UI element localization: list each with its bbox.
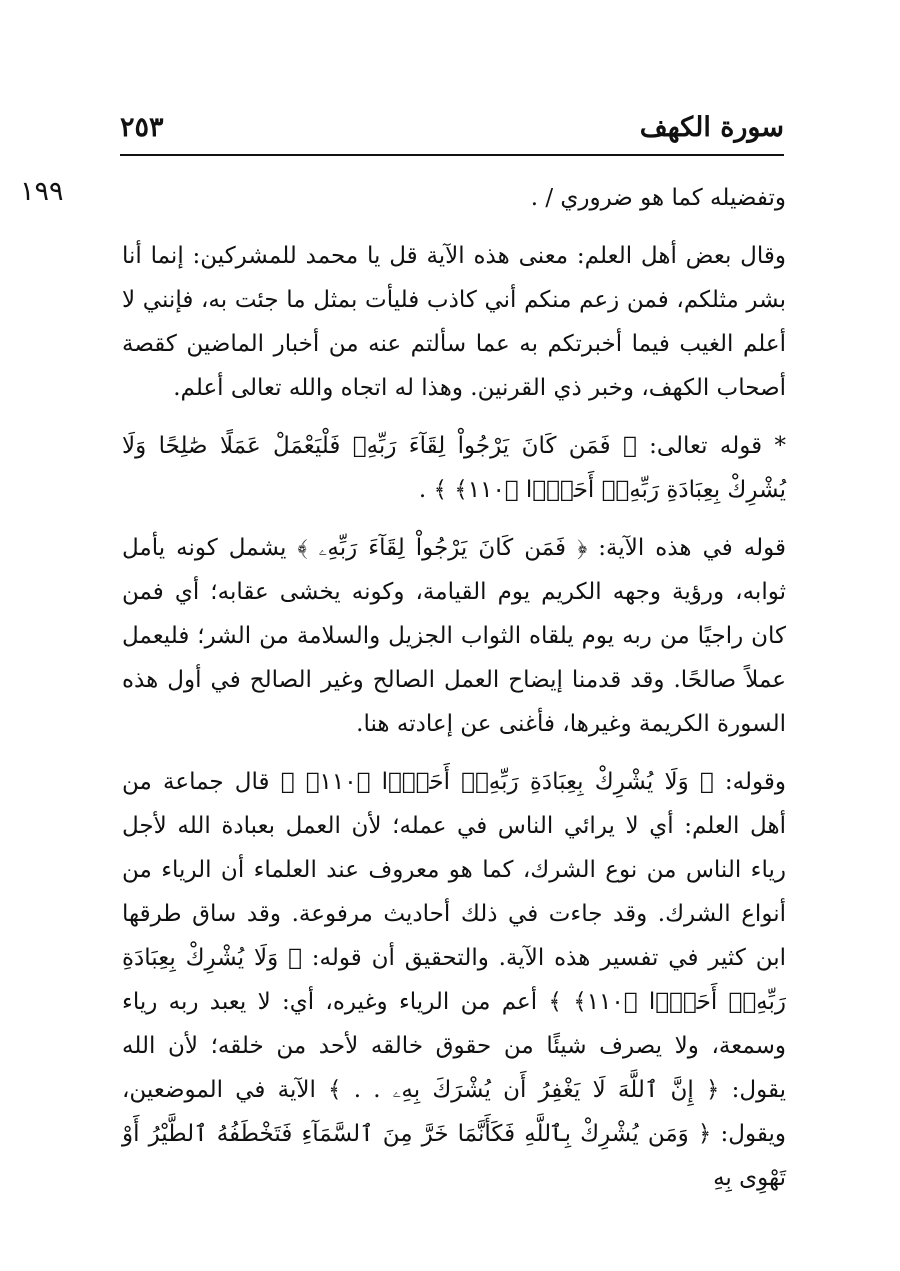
margin-page-reference: ١٩٩	[20, 176, 64, 207]
paragraph-3-verse-heading: * قوله تعالى: ﴿ فَمَن كَانَ يَرْجُواْ لِقَآءَ رَبِّهِۦ فَلْيَعْمَلْ عَمَلًا صَٰلِحًا وَلَا يُشْرِكْ بِعِبَادَةِ رَبِّهِۦٓ أَحَدًۢا ﴿١١٠﴾ ﴾ .	[122, 433, 786, 503]
paragraph-2: وقال بعض أهل العلم: معنى هذه الآية قل يا محمد للمشركين: إنما أنا بشر مثلكم، فمن زعم منكم أني كاذب فليأت بمثل ما جئت به، فإنني لا أعلم الغيب فيما أخبرتكم به عما سألتم عنه من أخبار الماضين كقصة أصحاب الكهف، وخبر ذي القرنين. وهذا له اتجاه والله تعالى أعلم.	[122, 243, 786, 401]
page-header	[120, 112, 784, 156]
page-body	[122, 176, 786, 1214]
page-number: ٢٥٣	[120, 112, 164, 143]
paragraph-5: وقوله: ﴿ وَلَا يُشْرِكْ بِعِبَادَةِ رَبِّهِۦٓ أَحَدًۢا ﴿١١٠﴾ ﴾ قال جماعة من أهل العلم: أي لا يرائي الناس في عمله؛ لأن العمل بعبادة الله لأجل رياء الناس من نوع الشرك، كما هو معروف عند العلماء أن الرياء من أنواع الشرك. وقد جاءت في ذلك أحاديث مرفوعة. وقد ساق طرقها ابن كثير في تفسير هذه الآية. والتحقيق أن قوله: ﴿ وَلَا يُشْرِكْ بِعِبَادَةِ رَبِّهِۦٓ أَحَدًۢا ﴿١١٠﴾ ﴾ أعم من الرياء وغيره، أي: لا يعبد ربه رياء وسمعة، ولا يصرف شيئًا من حقوق خالقه لأحد من خلقه؛ لأن الله يقول: ﴿ إِنَّ ٱللَّهَ لَا يَغْفِرُ أَن يُشْرَكَ بِهِۦ . . ﴾ الآية في الموضعين، ويقول: ﴿ وَمَن يُشْرِكْ بِٱللَّهِ فَكَأَنَّمَا خَرَّ مِنَ ٱلسَّمَآءِ فَتَخْطَفُهُ ٱلطَّيْرُ أَوْ تَهْوِى بِهِ	[122, 769, 787, 1191]
surah-title: سورة الكهف	[639, 112, 784, 143]
paragraph-1: وتفضيله كما هو ضروري / .	[530, 185, 786, 211]
paragraph-4: قوله في هذه الآية: ﴿ فَمَن كَانَ يَرْجُواْ لِقَآءَ رَبِّهِۦ ﴾ يشمل كونه يأمل ثوابه، ورؤية وجهه الكريم يوم القيامة، وكونه يخشى عقابه؛ أي فمن كان راجيًا من ربه يوم يلقاه الثواب الجزيل والسلامة من الشر؛ فليعمل عملاً صالحًا. وقد قدمنا إيضاح العمل الصالح وغير الصالح في أول هذه السورة الكريمة وغيرها، فأغنى عن إعادته هنا.	[122, 535, 786, 737]
